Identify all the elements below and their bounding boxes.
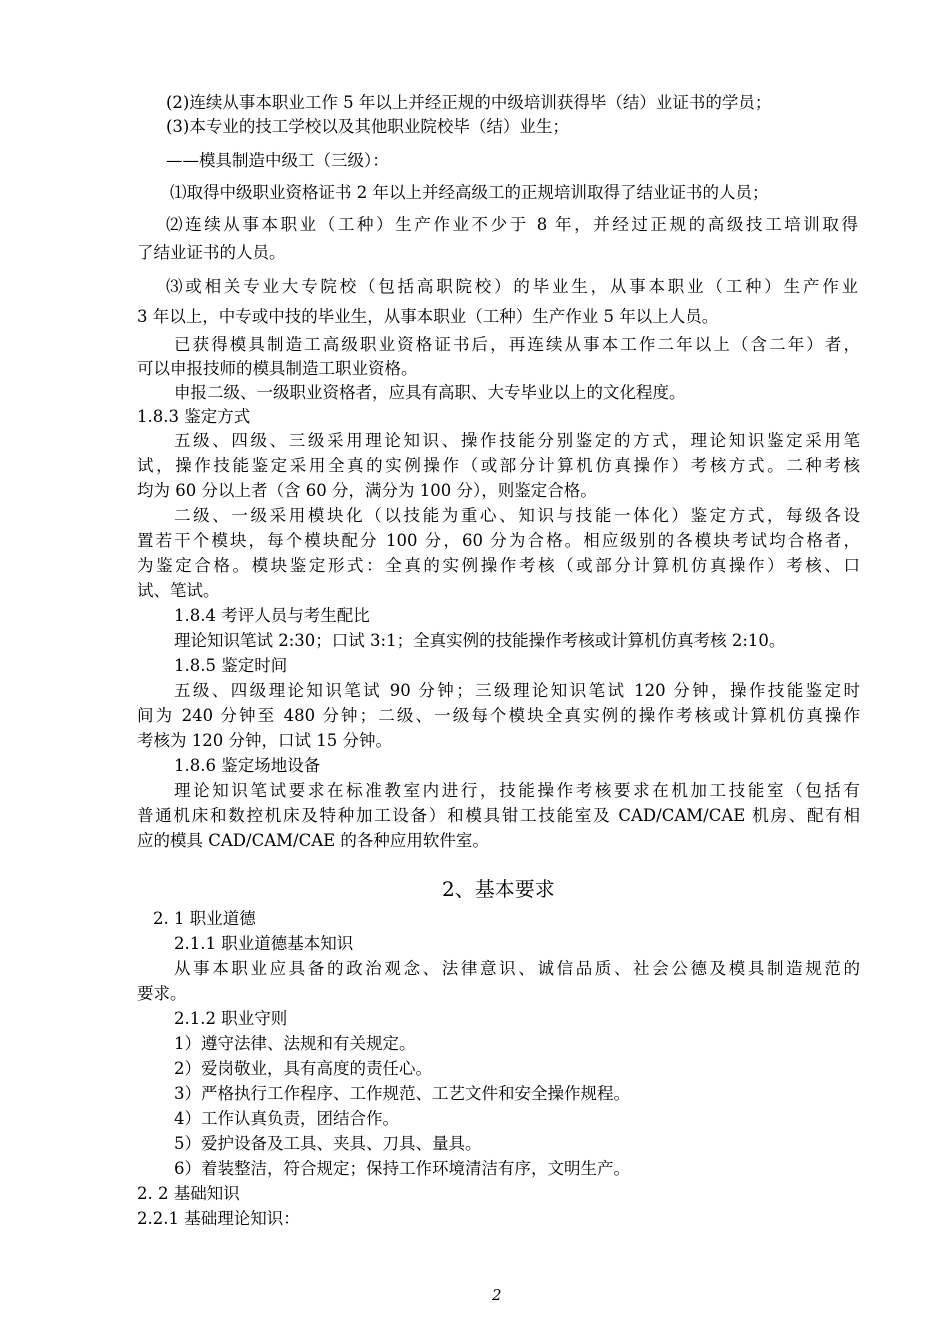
section-heading: 2. 1 职业道德 — [153, 909, 256, 928]
text-line: 理论知识笔试 2:30；口试 3:1；全真实例的技能操作考核或计算机仿真考核 2:10。 — [174, 631, 786, 650]
section-heading: 1.8.3 鉴定方式 — [137, 407, 251, 426]
text-line: 试、笔试。 — [137, 581, 220, 600]
text-line: 五级、四级理论知识笔试 90 分钟；三级理论知识笔试 120 分钟，操作技能鉴定时 — [174, 681, 860, 700]
section-heading: 1.8.6 鉴定场地设备 — [174, 756, 321, 775]
text-line: ⑴取得中级职业资格证书 2 年以上并经高级工的正规培训取得了结业证书的人员； — [170, 183, 769, 202]
section-heading: 2.1.1 职业道德基本知识 — [174, 934, 354, 953]
text-line: 五级、四级、三级采用理论知识、操作技能分别鉴定的方式，理论知识鉴定采用笔 — [174, 431, 860, 450]
text-line: 为鉴定合格。模块鉴定形式：全真的实例操作考核（或部分计算机仿真操作）考核、口 — [137, 556, 860, 575]
text-line: 理论知识笔试要求在标准教室内进行，技能操作考核要求在机加工技能室（包括有 — [174, 781, 860, 800]
section-heading: 2.1.2 职业守则 — [174, 1009, 288, 1028]
text-line: 间为 240 分钟至 480 分钟；二级、一级每个模块全真实例的操作考核或计算机仿真操作 — [137, 706, 860, 725]
list-item: 6）着装整洁，符合规定；保持工作环境清洁有序，文明生产。 — [174, 1159, 630, 1178]
text-line: (2)连续从事本职业工作 5 年以上并经正规的中级培训获得毕（结）业证书的学员； — [166, 93, 772, 112]
text-line: 均为 60 分以上者（含 60 分，满分为 100 分），则鉴定合格。 — [137, 481, 597, 500]
text-line: 3 年以上，中专或中技的毕业生，从事本职业（工种）生产作业 5 年以上人员。 — [137, 307, 719, 326]
list-item: 5）爱护设备及工具、夹具、刀具、量具。 — [174, 1134, 482, 1153]
text-line: 了结业证书的人员。 — [137, 243, 286, 262]
text-line: ——模具制造中级工（三级）： — [166, 151, 389, 170]
section-heading: 1.8.5 鉴定时间 — [174, 656, 288, 675]
page-number: 2 — [492, 1286, 502, 1304]
text-line: 已获得模具制造工高级职业资格证书后，再连续从事本工作二年以上（含二年）者， — [174, 335, 860, 354]
list-item: 4）工作认真负责，团结合作。 — [174, 1109, 399, 1128]
text-line: 二级、一级采用模块化（以技能为重心、知识与技能一体化）鉴定方式，每级各设 — [174, 506, 860, 525]
list-item: 2）爱岗敬业，具有高度的责任心。 — [174, 1059, 432, 1078]
section-heading: 2.2.1 基础理论知识： — [137, 1209, 300, 1228]
text-line: 应的模具 CAD/CAM/CAE 的各种应用软件室。 — [137, 831, 489, 850]
text-line: (3)本专业的技工学校以及其他职业院校毕（结）业生； — [166, 117, 569, 136]
text-line: 置若干个模块，每个模块配分 100 分，60 分为合格。相应级别的各模块考试均合格者， — [137, 531, 860, 550]
text-line: ⑶或相关专业大专院校（包括高职院校）的毕业生，从事本职业（工种）生产作业 — [166, 277, 858, 296]
list-item: 1）遵守法律、法规和有关规定。 — [174, 1034, 416, 1053]
text-line: 从事本职业应具备的政治观念、法律意识、诚信品质、社会公德及模具制造规范的 — [174, 959, 860, 978]
text-line: ⑵连续从事本职业（工种）生产作业不少于 8 年，并经过正规的高级技工培训取得 — [166, 215, 858, 234]
text-line: 考核为 120 分钟，口试 15 分钟。 — [137, 731, 392, 750]
section-heading: 1.8.4 考评人员与考生配比 — [174, 606, 370, 625]
chapter-heading: 2、基本要求 — [442, 877, 555, 901]
text-line: 要求。 — [137, 984, 187, 1003]
text-line: 试，操作技能鉴定采用全真的实例操作（或部分计算机仿真操作）考核方式。二种考核 — [137, 456, 860, 475]
text-line: 可以申报技师的模具制造工职业资格。 — [137, 359, 418, 378]
text-line: 普通机床和数控机床及特种加工设备）和模具钳工技能室及 CAD/CAM/CAE 机房、配有相 — [137, 806, 860, 825]
list-item: 3）严格执行工作程序、工作规范、工艺文件和安全操作规程。 — [174, 1084, 630, 1103]
section-heading: 2. 2 基础知识 — [137, 1184, 240, 1203]
text-line: 申报二级、一级职业资格者，应具有高职、大专毕业以上的文化程度。 — [174, 383, 686, 402]
